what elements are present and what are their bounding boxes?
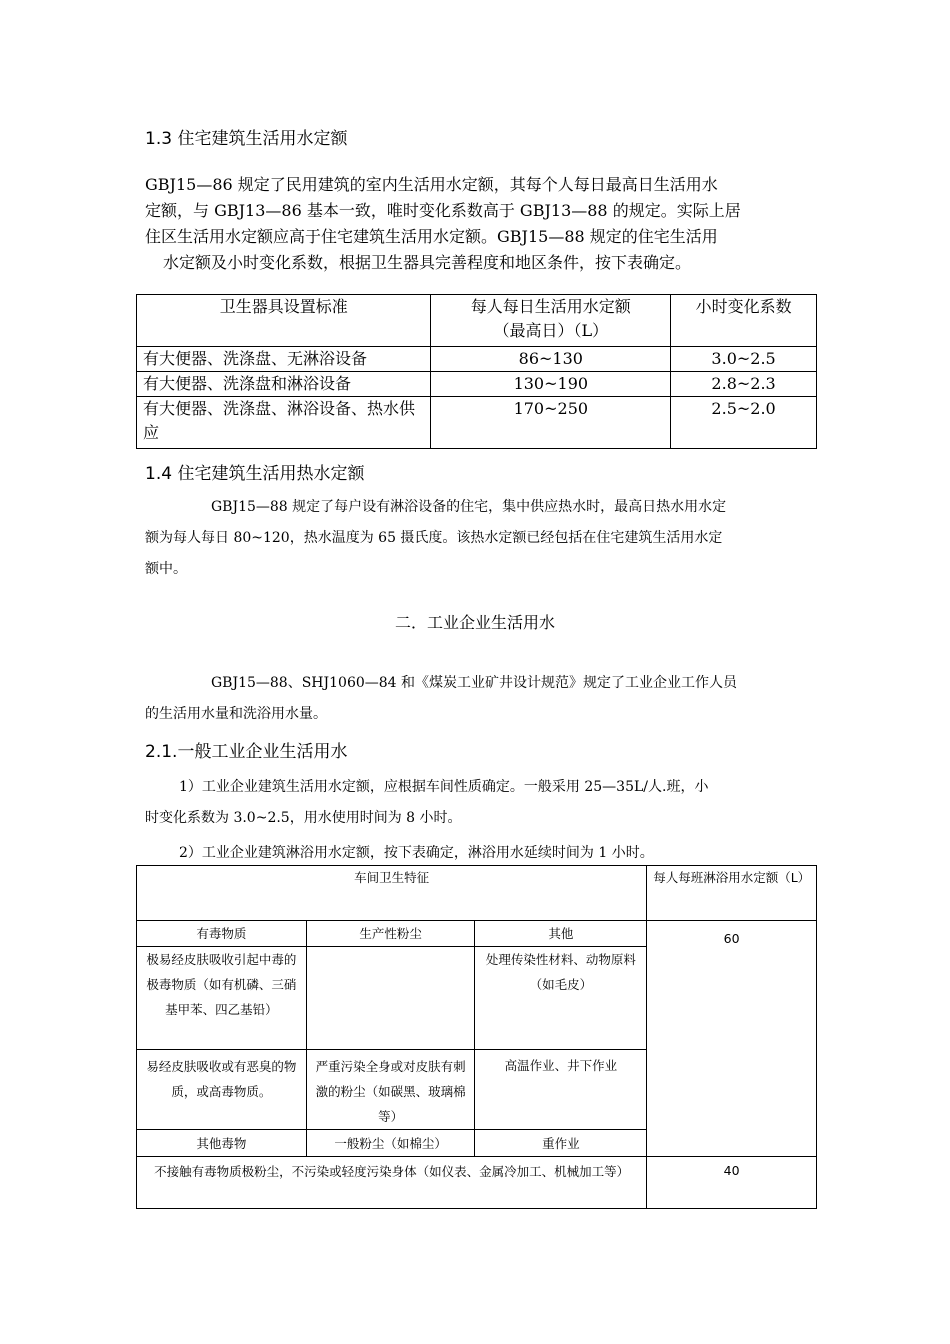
item-2: 2）工业企业建筑淋浴用水定额，按下表确定，淋浴用水延续时间为 1 小时。 [179,845,654,861]
header-fixture-standard: 卫生器具设置标准 [137,295,431,347]
cell-quota-60: 60 [647,921,817,1157]
cell-standard: 有大便器、洗涤盘和淋浴设备 [137,372,431,397]
item-1 [145,772,815,834]
table-shower-water-quota [136,865,817,1209]
cell-other: 高温作业、井下作业 [475,1050,647,1130]
paragraph-1-4 [145,492,815,585]
table-header-row [137,866,817,921]
header-hourly-coefficient: 小时变化系数 [671,295,817,347]
heading-1-4: 1.4 住宅建筑生活用热水定额 [145,464,365,484]
header-workshop-hygiene: 车间卫生特征 [137,866,647,921]
header-daily-quota [431,295,671,347]
paragraph-section-2 [145,668,815,730]
paragraph-line: GBJ15—86 规定了民用建筑的室内生活用水定额，其每个人每日最高日生活用水 [145,175,718,194]
paragraph-line: 1）工业企业建筑生活用水定额，应根据车间性质确定。一般采用 25—35L/人.班，小 [179,779,709,795]
header-daily-quota-line1: 每人每日生活用水定额 [470,297,631,316]
header-shower-quota: 每人每班淋浴用水定额（L） [647,866,817,921]
cell-other: 处理传染性材料、动物原料（如毛皮） [475,947,647,1050]
table-row [137,1157,817,1209]
paragraph-line: 水定额及小时变化系数，根据卫生器具完善程度和地区条件，按下表确定。 [163,253,692,272]
paragraph-1-3 [145,172,825,276]
cell-quota: 86~130 [431,347,671,372]
cell-coefficient: 2.5~2.0 [671,397,817,449]
table-header-row [137,295,817,347]
table-domestic-water-quota [136,294,817,449]
table-subheader-row [137,921,817,947]
table-row [137,347,817,372]
heading-2-1: 2.1.一般工业企业生活用水 [145,742,348,762]
paragraph-line: 时变化系数为 3.0~2.5，用水使用时间为 8 小时。 [145,810,462,826]
cell-toxic: 极易经皮肤吸收引起中毒的极毒物质（如有机磷、三硝基甲苯、四乙基铅） [137,947,307,1050]
cell-toxic: 易经皮肤吸收或有恶臭的物质，或高毒物质。 [137,1050,307,1130]
paragraph-line: 定额，与 GBJ13—86 基本一致，唯时变化系数高于 GBJ13—88 的规定。实际上居 [145,201,741,220]
cell-dust: 严重污染全身或对皮肤有刺激的粉尘（如碳黑、玻璃棉等） [306,1050,475,1130]
table-row [137,397,817,449]
paragraph-line: 额为每人每日 80~120，热水温度为 65 摄氏度。该热水定额已经包括在住宅建筑生活用水定 [145,530,723,546]
cell-dust: 一般粉尘（如棉尘） [306,1130,475,1157]
paragraph-line: 额中。 [145,561,187,577]
subheader-dust: 生产性粉尘 [306,921,475,947]
subheader-other: 其他 [475,921,647,947]
cell-other: 重作业 [475,1130,647,1157]
cell-coefficient: 2.8~2.3 [671,372,817,397]
cell-quota: 170~250 [431,397,671,449]
paragraph-line: GBJ15—88 规定了每户设有淋浴设备的住宅，集中供应热水时，最高日热水用水定 [211,499,727,515]
paragraph-line: 住区生活用水定额应高于住宅建筑生活用水定额。GBJ15—88 规定的住宅生活用 [145,227,718,246]
cell-quota: 130~190 [431,372,671,397]
section-2-title: 二．工业企业生活用水 [394,613,555,632]
subheader-toxic: 有毒物质 [137,921,307,947]
cell-toxic: 其他毒物 [137,1130,307,1157]
cell-standard: 有大便器、洗涤盘、无淋浴设备 [137,347,431,372]
paragraph-line: 的生活用水量和洗浴用水量。 [145,706,327,722]
cell-quota-40: 40 [647,1157,817,1209]
header-daily-quota-line2: （最高日）（L） [493,321,609,340]
cell-dust [306,947,475,1050]
cell-standard: 有大便器、洗涤盘、淋浴设备、热水供应 [137,397,431,449]
table-row [137,372,817,397]
cell-coefficient: 3.0~2.5 [671,347,817,372]
heading-1-3: 1.3 住宅建筑生活用水定额 [145,129,348,149]
cell-no-contact: 不接触有毒物质极粉尘，不污染或轻度污染身体（如仪表、金属冷加工、机械加工等） [137,1157,647,1209]
paragraph-line: GBJ15—88、SHJ1060—84 和《煤炭工业矿井设计规范》规定了工业企业工作人员 [211,675,738,691]
